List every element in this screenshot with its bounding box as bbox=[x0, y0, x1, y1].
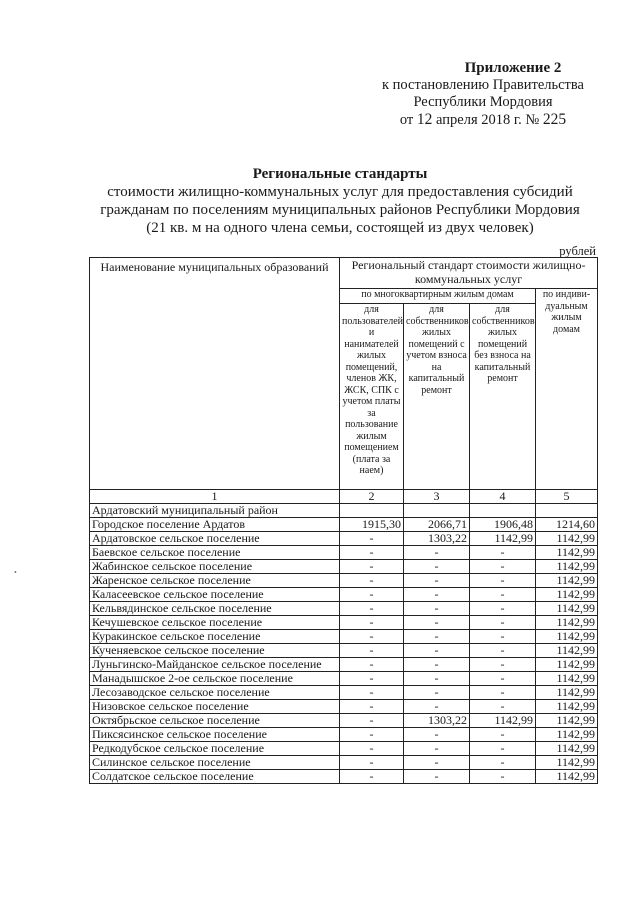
settlement-name: Каласеевское сельское поселение bbox=[90, 588, 340, 602]
value-with-repair: - bbox=[404, 770, 470, 784]
value-without-repair: - bbox=[470, 686, 536, 700]
settlement-name: Силинское сельское поселение bbox=[90, 756, 340, 770]
value-rent: - bbox=[340, 574, 404, 588]
settlement-name: Солдатское сельское поселение bbox=[90, 770, 340, 784]
column-number-row bbox=[90, 490, 598, 504]
settlement-name: Кученяевское сельское поселение bbox=[90, 644, 340, 658]
value-with-repair: - bbox=[404, 658, 470, 672]
value-individual: 1142,99 bbox=[536, 728, 598, 742]
value-rent: - bbox=[340, 672, 404, 686]
appendix-line-2: Республики Мордовия bbox=[413, 94, 553, 110]
settlement-name: Баевское сельское поселение bbox=[90, 546, 340, 560]
table-row bbox=[90, 770, 598, 784]
value-with-repair: - bbox=[404, 644, 470, 658]
currency-label: рублей bbox=[559, 244, 596, 258]
value-with-repair: - bbox=[404, 588, 470, 602]
settlement-name: Городское поселение Ардатов bbox=[90, 518, 340, 532]
value-without-repair: - bbox=[470, 602, 536, 616]
value-rent: - bbox=[340, 546, 404, 560]
settlement-name: Манадышское 2-ое сельское поселение bbox=[90, 672, 340, 686]
value-with-repair: - bbox=[404, 574, 470, 588]
table-row bbox=[90, 560, 598, 574]
table-row bbox=[90, 658, 598, 672]
value-rent: - bbox=[340, 686, 404, 700]
settlement-name: Ардатовское сельское поселение bbox=[90, 532, 340, 546]
value-without-repair: - bbox=[470, 630, 536, 644]
table-row bbox=[90, 644, 598, 658]
table-row bbox=[90, 616, 598, 630]
value-without-repair: - bbox=[470, 588, 536, 602]
value-without-repair: 1906,48 bbox=[470, 518, 536, 532]
value-with-repair: 1303,22 bbox=[404, 532, 470, 546]
value-rent: - bbox=[340, 714, 404, 728]
value-rent: - bbox=[340, 700, 404, 714]
col-number: 2 bbox=[340, 490, 404, 504]
value-with-repair: 2066,71 bbox=[404, 518, 470, 532]
settlement-name: Низовское сельское поселение bbox=[90, 700, 340, 714]
settlement-name: Жабинское сельское поселение bbox=[90, 560, 340, 574]
col-number: 5 bbox=[536, 490, 598, 504]
table-row bbox=[90, 574, 598, 588]
settlement-name: Куракинское сельское поселение bbox=[90, 630, 340, 644]
scan-mark: • bbox=[14, 568, 17, 577]
value-individual: 1142,99 bbox=[536, 574, 598, 588]
value-without-repair: 1142,99 bbox=[470, 532, 536, 546]
value-individual: 1142,99 bbox=[536, 546, 598, 560]
appendix-block bbox=[382, 60, 584, 129]
value-individual: 1142,99 bbox=[536, 560, 598, 574]
value-without-repair: 1142,99 bbox=[470, 714, 536, 728]
appendix-title: Приложение 2 bbox=[464, 60, 562, 76]
header-sub-3: для собственников жилых помещений без взноса на капитальный ремонт bbox=[470, 304, 536, 490]
col-number: 4 bbox=[470, 490, 536, 504]
header-individual: по индиви-дуальным жилым домам bbox=[536, 289, 598, 490]
settlement-name: Пиксясинское сельское поселение bbox=[90, 728, 340, 742]
value-individual: 1142,99 bbox=[536, 742, 598, 756]
value-individual: 1142,99 bbox=[536, 630, 598, 644]
value-individual: 1142,99 bbox=[536, 686, 598, 700]
value-with-repair: - bbox=[404, 672, 470, 686]
value-rent: - bbox=[340, 602, 404, 616]
table-row bbox=[90, 742, 598, 756]
value-with-repair: - bbox=[404, 602, 470, 616]
value-without-repair: - bbox=[470, 644, 536, 658]
value-rent: - bbox=[340, 630, 404, 644]
appendix-date-prefix: от bbox=[399, 112, 414, 128]
settlement-name: Редкодубское сельское поселение bbox=[90, 742, 340, 756]
table-row bbox=[90, 518, 598, 532]
value-individual: 1142,99 bbox=[536, 616, 598, 630]
value-without-repair: - bbox=[470, 574, 536, 588]
value-rent: - bbox=[340, 532, 404, 546]
settlement-name: Кельвядинское сельское поселение bbox=[90, 602, 340, 616]
value-individual: 1142,99 bbox=[536, 770, 598, 784]
value-individual: 1142,99 bbox=[536, 588, 598, 602]
appendix-line-1: к постановлению Правительства bbox=[382, 77, 584, 93]
settlement-name: Луньгинско-Майданское сельское поселение bbox=[90, 658, 340, 672]
table-row bbox=[90, 728, 598, 742]
heading-title: Региональные стандарты bbox=[252, 166, 428, 182]
settlement-name: Жаренское сельское поселение bbox=[90, 574, 340, 588]
table-row bbox=[90, 532, 598, 546]
value-individual: 1214,60 bbox=[536, 518, 598, 532]
district-name: Ардатовский муниципальный район bbox=[90, 504, 340, 518]
appendix-line-3 bbox=[382, 111, 584, 129]
heading-line-1: стоимости жилищно-коммунальных услуг для предоставления субсидий bbox=[107, 184, 573, 200]
value-with-repair: - bbox=[404, 742, 470, 756]
value-without-repair: - bbox=[470, 728, 536, 742]
header-standard: Региональный стандарт стоимости жилищно-коммунальных услуг bbox=[340, 258, 598, 289]
value-without-repair: - bbox=[470, 616, 536, 630]
settlement-name: Кечушевское сельское поселение bbox=[90, 616, 340, 630]
value-individual: 1142,99 bbox=[536, 644, 598, 658]
table-row bbox=[90, 546, 598, 560]
value-with-repair: - bbox=[404, 546, 470, 560]
value-rent: - bbox=[340, 644, 404, 658]
value-without-repair: - bbox=[470, 546, 536, 560]
settlement-name: Лесозаводское сельское поселение bbox=[90, 686, 340, 700]
table-row bbox=[90, 756, 598, 770]
value-rent: - bbox=[340, 728, 404, 742]
appendix-day: 12 bbox=[416, 111, 433, 128]
value-without-repair: - bbox=[470, 742, 536, 756]
value-with-repair: - bbox=[404, 560, 470, 574]
value-individual: 1142,99 bbox=[536, 532, 598, 546]
col-number: 1 bbox=[90, 490, 340, 504]
value-individual: 1142,99 bbox=[536, 714, 598, 728]
value-without-repair: - bbox=[470, 700, 536, 714]
value-with-repair: - bbox=[404, 756, 470, 770]
standards-table bbox=[89, 257, 598, 784]
header-name: Наименование муниципальных образований bbox=[90, 258, 340, 490]
col-number: 3 bbox=[404, 490, 470, 504]
value-without-repair: - bbox=[470, 560, 536, 574]
value-without-repair: - bbox=[470, 672, 536, 686]
value-rent: 1915,30 bbox=[340, 518, 404, 532]
value-with-repair: - bbox=[404, 728, 470, 742]
settlement-name: Октябрьское сельское поселение bbox=[90, 714, 340, 728]
header-apartment: по многоквартирным жилым домам bbox=[340, 289, 536, 304]
value-rent: - bbox=[340, 756, 404, 770]
header-sub-2: для собственников жилых помещений с учетом взноса на капитальный ремонт bbox=[404, 304, 470, 490]
value-with-repair: - bbox=[404, 630, 470, 644]
value-with-repair: - bbox=[404, 686, 470, 700]
value-rent: - bbox=[340, 616, 404, 630]
header-sub-1: для пользователей и нанимателей жилых помещений, членов ЖК, ЖСК, СПК с учетом платы за пользование жилым помещением (плата за наем) bbox=[340, 304, 404, 490]
value-individual: 1142,99 bbox=[536, 756, 598, 770]
table-row bbox=[90, 714, 598, 728]
appendix-number: 225 bbox=[542, 111, 567, 128]
table-row bbox=[90, 672, 598, 686]
value-with-repair: - bbox=[404, 700, 470, 714]
value-without-repair: - bbox=[470, 770, 536, 784]
document-heading bbox=[60, 165, 620, 237]
value-individual: 1142,99 bbox=[536, 602, 598, 616]
value-rent: - bbox=[340, 770, 404, 784]
table-row bbox=[90, 630, 598, 644]
table-row bbox=[90, 686, 598, 700]
table-row bbox=[90, 700, 598, 714]
heading-line-3: (21 кв. м на одного члена семьи, состоящей из двух человек) bbox=[146, 220, 534, 236]
value-rent: - bbox=[340, 560, 404, 574]
value-with-repair: 1303,22 bbox=[404, 714, 470, 728]
value-rent: - bbox=[340, 658, 404, 672]
value-individual: 1142,99 bbox=[536, 658, 598, 672]
table-row bbox=[90, 588, 598, 602]
value-rent: - bbox=[340, 588, 404, 602]
value-individual: 1142,99 bbox=[536, 700, 598, 714]
value-without-repair: - bbox=[470, 756, 536, 770]
value-individual: 1142,99 bbox=[536, 672, 598, 686]
value-without-repair: - bbox=[470, 658, 536, 672]
value-with-repair: - bbox=[404, 616, 470, 630]
heading-line-2: гражданам по поселениям муниципальных районов Республики Мордовия bbox=[100, 202, 580, 218]
value-rent: - bbox=[340, 742, 404, 756]
table-row bbox=[90, 602, 598, 616]
appendix-date-middle: апреля 2018 г. № bbox=[436, 112, 540, 128]
district-row bbox=[90, 504, 598, 518]
